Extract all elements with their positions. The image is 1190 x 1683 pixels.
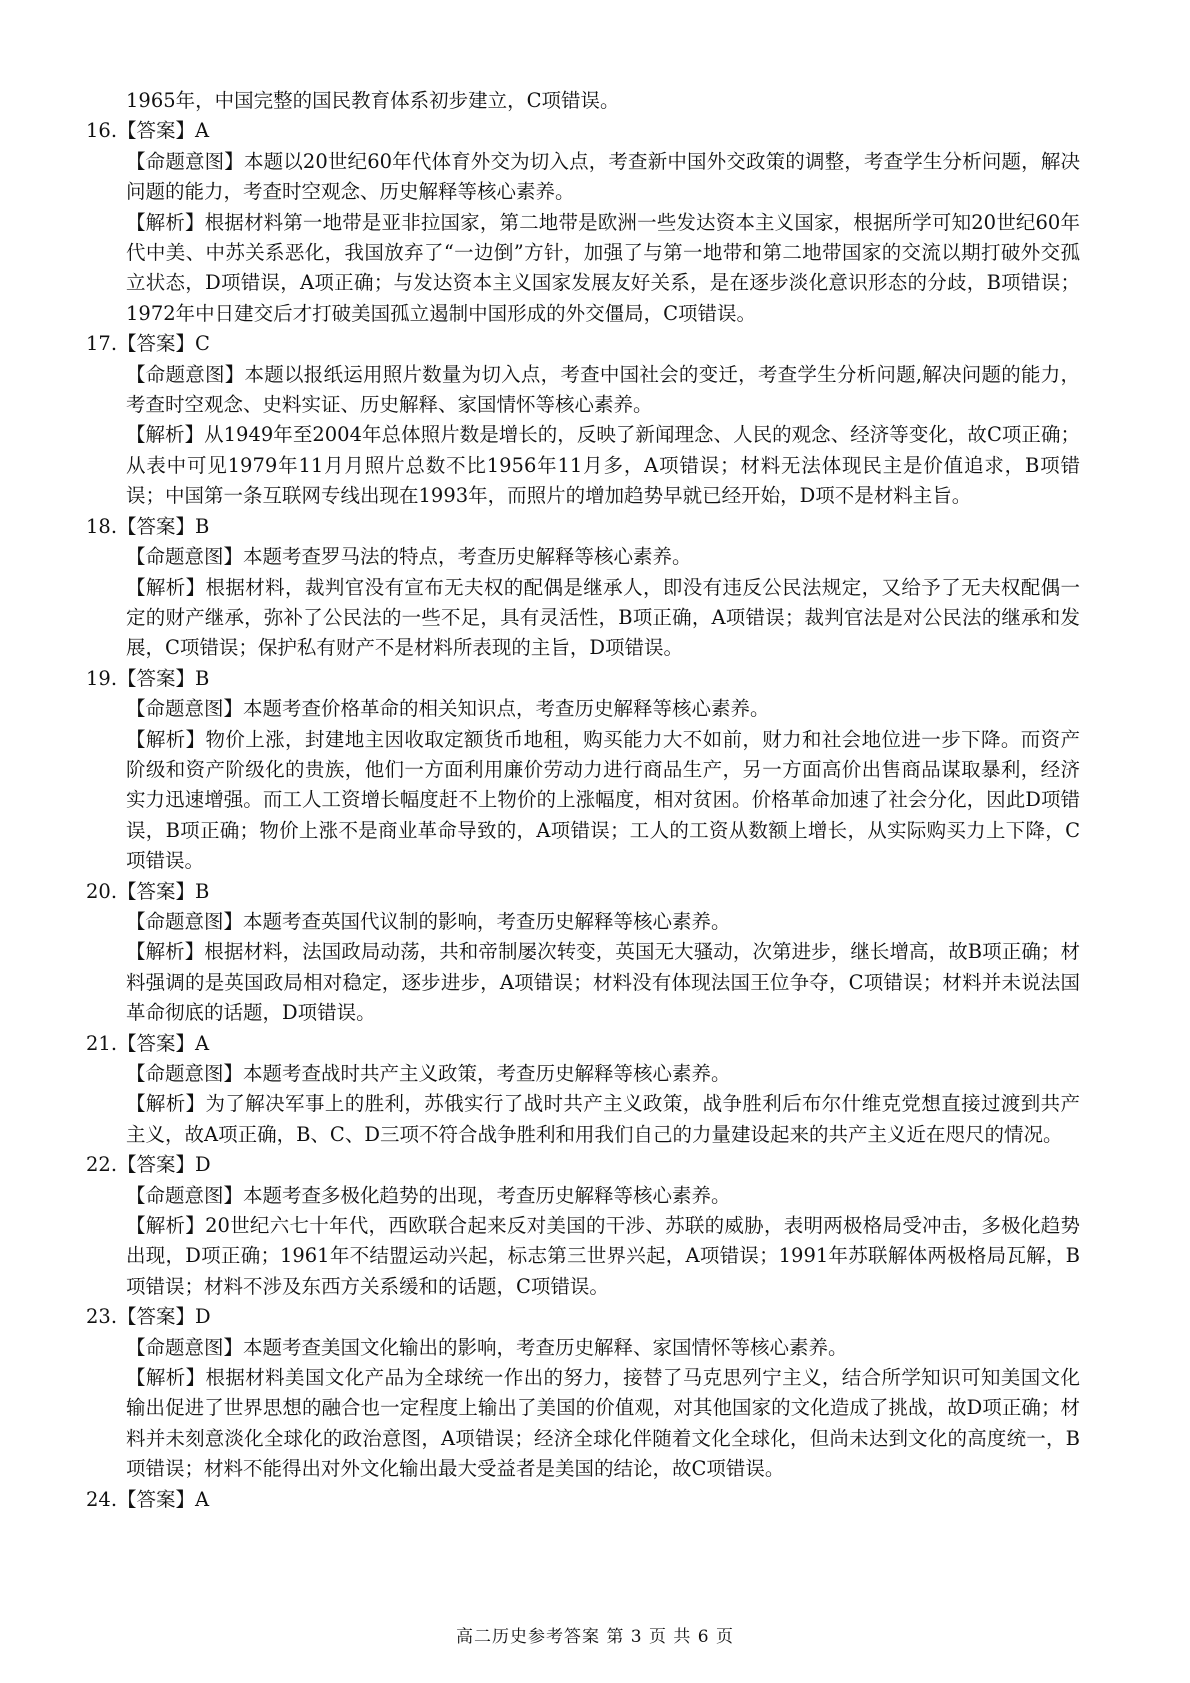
intent-paragraph: 【命题意图】本题以20世纪60年代体育外交为切入点，考查新中国外交政策的调整，考查学生分析问题，解决问题的能力，考查时空观念、历史解释等核心素养。 [126, 149, 1080, 204]
question-20 [86, 877, 1080, 1029]
question-19 [86, 664, 1080, 877]
analysis-paragraph: 【解析】物价上涨，封建地主因收取定额货币地租，购买能力大不如前，财力和社会地位进一步下降。而资产阶级和资产阶级化的贵族，他们一方面利用廉价劳动力进行商品生产，另一方面高价出售商品谋取暴利，经济实力迅速增强。而工人工资增长幅度赶不上物价的上涨幅度，相对贫困。价格革命加速了社会分化，因此D项错误，B项正确；物价上涨不是商业革命导致的，A项错误；工人的工资从数额上增长，从实际购买力上下降，C项错误。 [126, 727, 1080, 873]
analysis-paragraph: 【解析】从1949年至2004年总体照片数是增长的，反映了新闻理念、人民的观念、经济等变化，故C项正确；从表中可见1979年11月月照片总数不比1956年11月多，A项错误；材料无法体现民主是价值追求，B项错误；中国第一条互联网专线出现在1993年，而照片的增加趋势早就已经开始，D项不是材料主旨。 [126, 423, 1080, 508]
analysis-paragraph: 【解析】为了解决军事上的胜利，苏俄实行了战时共产主义政策，战争胜利后布尔什维克党想直接过渡到共产主义，故A项正确，B、C、D三项不符合战争胜利和用我们自己的力量建设起来的共产主义近在咫尺的情况。 [126, 1092, 1080, 1146]
intent-paragraph: 【命题意图】本题考查价格革命的相关知识点，考查历史解释等核心素养。 [126, 697, 770, 721]
analysis-paragraph: 【解析】20世纪六七十年代，西欧联合起来反对美国的干涉、苏联的威胁，表明两极格局受冲击，多极化趋势出现，D项正确；1961年不结盟运动兴起，标志第三世界兴起，A项错误；1991年苏联解体两极格局瓦解，B项错误；材料不涉及东西方关系缓和的话题，C项错误。 [126, 1214, 1080, 1298]
analysis-paragraph: 【解析】根据材料，裁判官没有宣布无夫权的配偶是继承人，即没有违反公民法规定，又给予了无夫权配偶一定的财产继承，弥补了公民法的一些不足，具有灵活性，B项正确，A项错误；裁判官法是对公民法的继承和发展，C项错误；保护私有财产不是材料所表现的主旨，D项错误。 [126, 575, 1080, 660]
intent-paragraph: 【命题意图】本题考查罗马法的特点，考查历史解释等核心素养。 [126, 545, 692, 569]
answer-document [86, 86, 1080, 1515]
question-23 [86, 1302, 1080, 1484]
intent-paragraph: 【命题意图】本题考查英国代议制的影响，考查历史解释等核心素养。 [126, 909, 731, 933]
answer-line: 20.【答案】B [86, 879, 210, 903]
question-21 [86, 1029, 1080, 1151]
question-17 [86, 329, 1080, 511]
answer-line: 23.【答案】D [86, 1305, 211, 1329]
analysis-paragraph: 【解析】根据材料第一地带是亚非拉国家，第二地带是欧洲一些发达资本主义国家，根据所学可知20世纪60年代中美、中苏关系恶化，我国放弃了“一边倒”方针，加强了与第一地带和第二地带国家的交流以期打破外交孤立状态，D项错误，A项正确；与发达资本主义国家发展友好关系，是在逐步淡化意识形态的分歧，B项错误；1972年中日建交后才打破美国孤立遏制中国形成的外交僵局，C项错误。 [126, 210, 1080, 325]
intro-continuation: 1965年，中国完整的国民教育体系初步建立，C项错误。 [126, 89, 620, 112]
intent-paragraph: 【命题意图】本题以报纸运用照片数量为切入点，考查中国社会的变迁，考查学生分析问题,解决问题的能力，考查时空观念、史料实证、历史解释、家国情怀等核心素养。 [126, 362, 1080, 417]
answer-line: 19.【答案】B [86, 666, 210, 690]
intent-paragraph: 【命题意图】本题考查美国文化输出的影响，考查历史解释、家国情怀等核心素养。 [126, 1335, 848, 1359]
question-24 [86, 1485, 1080, 1515]
answer-line: 17.【答案】C [86, 332, 210, 356]
answer-line: 21.【答案】A [86, 1031, 210, 1055]
answer-line: 18.【答案】B [86, 514, 210, 538]
question-18 [86, 512, 1080, 664]
analysis-paragraph: 【解析】根据材料，法国政局动荡，共和帝制屡次转变，英国无大骚动，次第进步，继长增高，故B项正确；材料强调的是英国政局相对稳定，逐步进步，A项错误；材料没有体现法国王位争夺，C项错误；材料并未说法国革命彻底的话题，D项错误。 [126, 940, 1080, 1025]
question-16 [86, 116, 1080, 329]
answer-line: 16.【答案】A [86, 119, 210, 143]
answer-line: 24.【答案】A [86, 1487, 210, 1511]
question-22 [86, 1150, 1080, 1302]
answer-line: 22.【答案】D [86, 1153, 211, 1177]
page-footer: 高二历史参考答案 第 3 页 共 6 页 [455, 1627, 735, 1647]
intent-paragraph: 【命题意图】本题考查战时共产主义政策，考查历史解释等核心素养。 [126, 1062, 731, 1085]
analysis-paragraph: 【解析】根据材料美国文化产品为全球统一作出的努力，接替了马克思列宁主义，结合所学知识可知美国文化输出促进了世界思想的融合也一定程度上输出了美国的价值观，对其他国家的文化造成了挑战，故D项正确；材料并未刻意淡化全球化的政治意图，A项错误；经济全球化伴随着文化全球化，但尚未达到文化的高度统一，B项错误；材料不能得出对外文化输出最大受益者是美国的结论，故C项错误。 [126, 1366, 1080, 1481]
intent-paragraph: 【命题意图】本题考查多极化趋势的出现，考查历史解释等核心素养。 [126, 1183, 731, 1207]
